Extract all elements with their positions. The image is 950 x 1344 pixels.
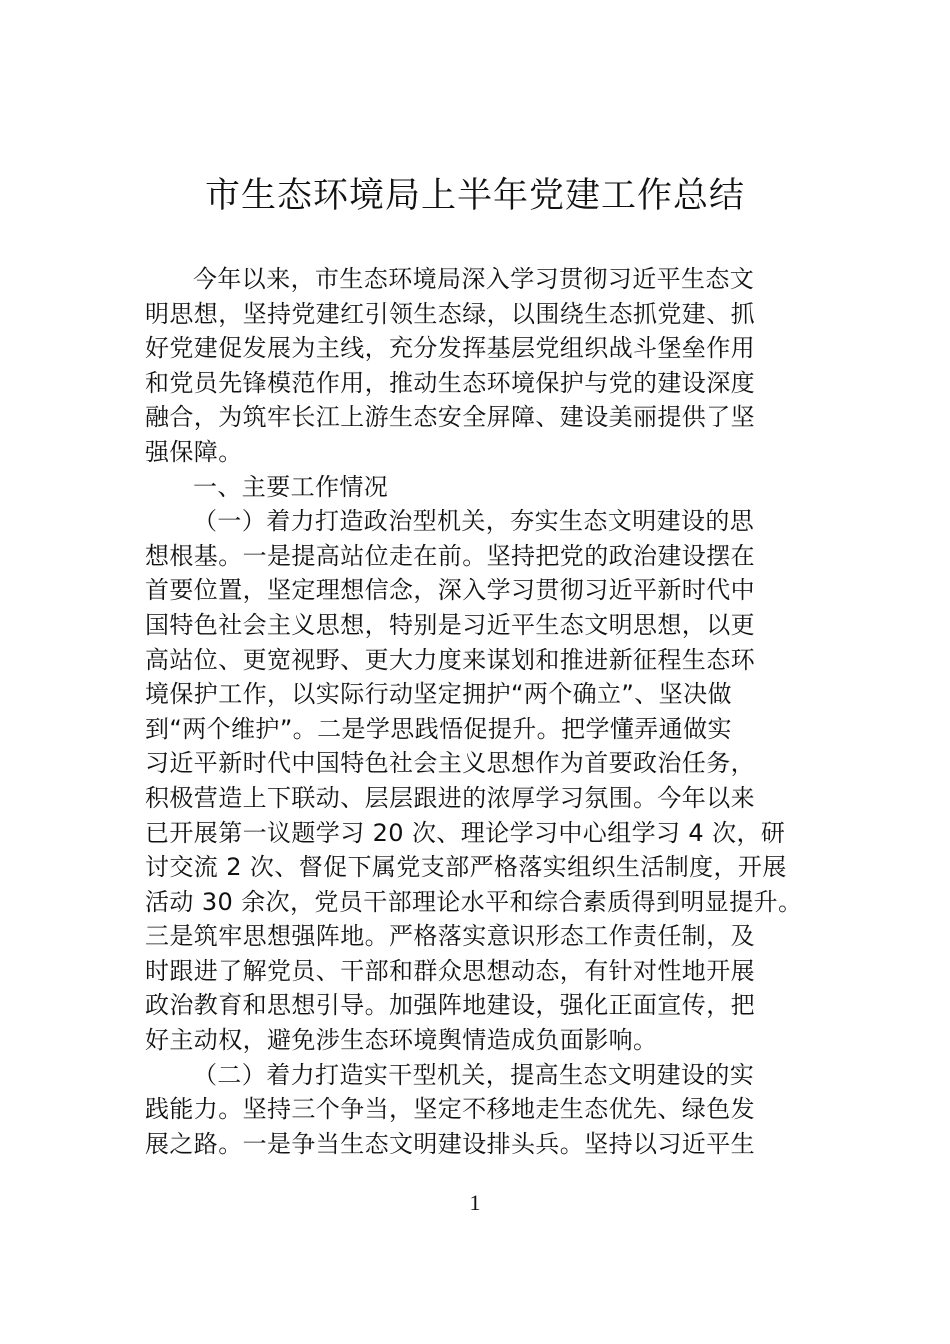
- paragraph-line: 融合，为筑牢长江上游生态安全屏障、建设美丽提供了坚: [145, 403, 755, 432]
- paragraph-line: 今年以来，市生态环境局深入学习贯彻习近平生态文: [193, 265, 755, 293]
- paragraph-line: 好党建促发展为主线，充分发挥基层党组织战斗堡垒作用: [145, 334, 755, 363]
- paragraph-line: 展之路。一是争当生态文明建设排头兵。坚持以习近平生: [145, 1129, 755, 1158]
- paragraph-line: 和党员先锋模范作用，推动生态环境保护与党的建设深度: [145, 368, 755, 397]
- paragraph-line: 活动 30 余次，党员干部理论水平和综合素质得到明显提升。: [145, 887, 803, 916]
- paragraph-line: （二）着力打造实干型机关，提高生态文明建设的实: [193, 1060, 755, 1089]
- paragraph-line: 境保护工作，以实际行动坚定拥护“两个确立”、坚决做: [145, 680, 732, 709]
- paragraph-line: 讨交流 2 次、督促下属党支部严格落实组织生活制度，开展: [145, 853, 787, 882]
- paragraph-line: 明思想，坚持党建红引领生态绿，以围绕生态抓党建、抓: [145, 299, 755, 328]
- paragraph-line: 践能力。坚持三个争当，坚定不移地走生态优先、绿色发: [145, 1095, 755, 1124]
- paragraph-line: 想根基。一是提高站位走在前。坚持把党的政治建设摆在: [145, 541, 755, 570]
- paragraph-line: 国特色社会主义思想，特别是习近平生态文明思想，以更: [145, 610, 755, 639]
- paragraph-line: 已开展第一议题学习 20 次、理论学习中心组学习 4 次，研: [145, 818, 786, 847]
- paragraph-line: 三是筑牢思想强阵地。严格落实意识形态工作责任制，及: [145, 922, 755, 951]
- paragraph-line: （一）着力打造政治型机关，夯实生态文明建设的思: [193, 507, 755, 536]
- paragraph-line: 好主动权，避免涉生态环境舆情造成负面影响。: [145, 1026, 658, 1055]
- document-body: [145, 262, 810, 1161]
- paragraph-line: 积极营造上下联动、层层跟进的浓厚学习氛围。今年以来: [145, 783, 755, 812]
- paragraph-line: 政治教育和思想引导。加强阵地建设，强化正面宣传，把: [145, 991, 755, 1020]
- document-title: 市生态环境局上半年党建工作总结: [204, 176, 745, 216]
- paragraph-line: 到“两个维护”。二是学思践悟促提升。把学懂弄通做实: [145, 714, 732, 743]
- page-number: 1: [469, 1190, 481, 1215]
- paragraph-line: 高站位、更宽视野、更大力度来谋划和推进新征程生态环: [145, 645, 755, 674]
- paragraph-line: 强保障。: [145, 437, 243, 466]
- paragraph-line: 习近平新时代中国特色社会主义思想作为首要政治任务，: [145, 749, 755, 778]
- paragraph-line: 首要位置，坚定理想信念，深入学习贯彻习近平新时代中: [145, 576, 755, 605]
- paragraph-line: 时跟进了解党员、干部和群众思想动态，有针对性地开展: [145, 956, 755, 985]
- section-heading: 一、主要工作情况: [193, 472, 389, 501]
